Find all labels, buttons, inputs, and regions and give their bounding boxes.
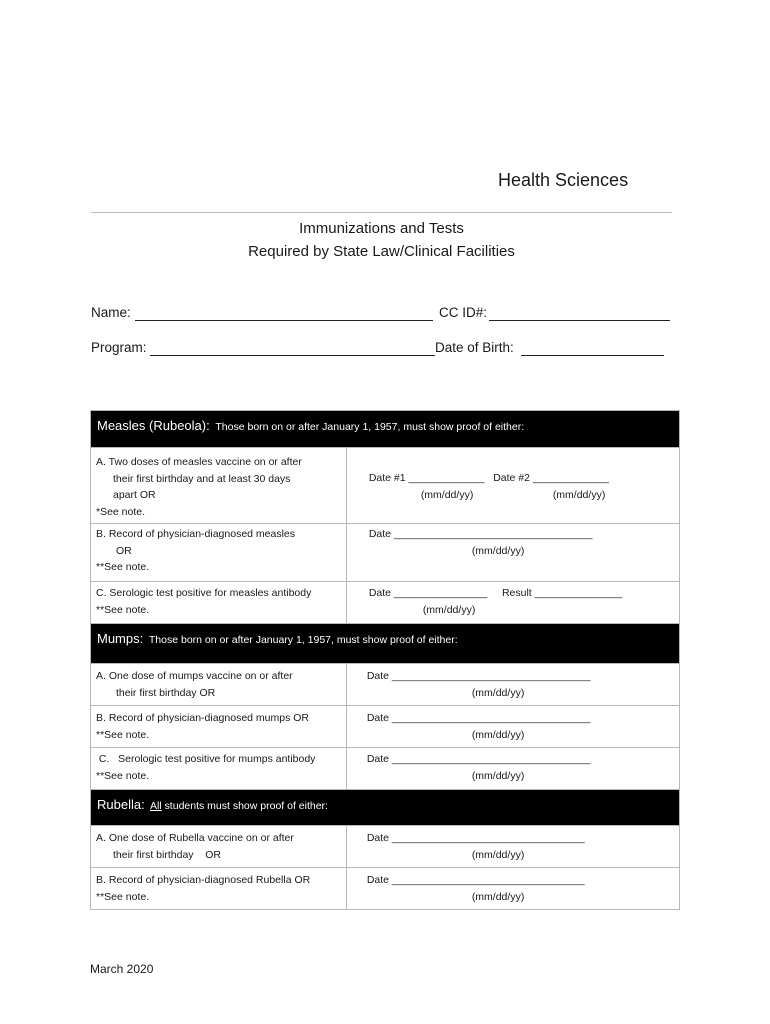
rubella-subtitle: students must show proof of either: [161, 800, 328, 812]
footer-date: March 2020 [90, 962, 154, 976]
name-label: Name: [91, 305, 131, 320]
measles-b-note: **See note. [96, 561, 150, 573]
measles-a-line: A. Two doses of measles vaccine on or after [96, 456, 302, 468]
rubella-b-line: B. Record of physician-diagnosed Rubella OR [96, 874, 311, 886]
rubella-b-format: (mm/dd/yy) [471, 890, 525, 903]
measles-c-date-field[interactable]: Date ________________ [368, 587, 488, 599]
rubella-subtitle-all: All [149, 800, 162, 812]
mumps-c-note: **See note. [96, 769, 150, 782]
measles-a-note: *See note. [96, 505, 146, 518]
form-title-line1: Immunizations and Tests [299, 220, 464, 237]
rubella-a-format: (mm/dd/yy) [471, 848, 525, 861]
measles-title: Measles (Rubeola): [97, 418, 210, 433]
rubella-row-a [91, 826, 680, 868]
mumps-b-line: B. Record of physician-diagnosed mumps OR [96, 712, 310, 724]
mumps-header [91, 624, 680, 664]
measles-a-line: their first birthday and at least 30 days [113, 472, 291, 485]
rubella-row-b [91, 868, 680, 910]
mumps-b-date-field[interactable]: Date __________________________________ [366, 712, 591, 724]
header-rule [91, 212, 672, 213]
rubella-b-date-field[interactable]: Date _________________________________ [366, 874, 585, 886]
mumps-subtitle: Those born on or after January 1, 1957, must show proof of either: [148, 634, 458, 646]
measles-subtitle: Those born on or after January 1, 1957, must show proof of either: [215, 421, 525, 433]
measles-b-line: B. Record of physician-diagnosed measles [96, 528, 296, 540]
rubella-header [91, 790, 680, 826]
department-title: Health Sciences [498, 170, 629, 190]
rubella-a-line: their first birthday OR [113, 848, 221, 861]
measles-c-format: (mm/dd/yy) [422, 603, 476, 616]
rubella-a-line: A. One dose of Rubella vaccine on or after [96, 832, 294, 844]
ccid-field[interactable] [489, 320, 670, 321]
ccid-label: CC ID#: [439, 305, 488, 320]
rubella-a-date-field[interactable]: Date _________________________________ [366, 832, 585, 844]
mumps-a-date-field[interactable]: Date __________________________________ [366, 670, 591, 682]
mumps-title: Mumps: [97, 631, 144, 646]
measles-date2-format: (mm/dd/yy) [552, 488, 606, 501]
name-field[interactable] [135, 320, 433, 321]
program-field[interactable] [150, 355, 435, 356]
measles-date2-field[interactable]: Date #2 _____________ [493, 472, 609, 484]
form-title-line2: Required by State Law/Clinical Facilities [248, 243, 515, 260]
measles-date1-format: (mm/dd/yy) [420, 488, 474, 501]
mumps-a-line: A. One dose of mumps vaccine on or after [96, 670, 293, 682]
measles-c-result-field[interactable]: Result _______________ [501, 587, 623, 599]
mumps-b-format: (mm/dd/yy) [471, 728, 525, 741]
mumps-row-a [91, 664, 680, 706]
mumps-c-line: C. Serologic test positive for mumps antibody [96, 753, 316, 765]
mumps-c-format: (mm/dd/yy) [471, 769, 525, 782]
mumps-a-line: their first birthday OR [116, 686, 216, 699]
measles-b-format: (mm/dd/yy) [471, 544, 525, 557]
measles-c-note: **See note. [96, 603, 150, 616]
mumps-row-b [91, 706, 680, 748]
mumps-c-date-field[interactable]: Date __________________________________ [366, 753, 591, 765]
program-label: Program: [91, 340, 147, 355]
measles-b-date-field[interactable]: Date __________________________________ [368, 528, 593, 540]
measles-header [91, 411, 680, 448]
measles-row-c [91, 582, 680, 624]
measles-b-or: OR [116, 544, 132, 557]
mumps-row-c [91, 748, 680, 790]
mumps-a-format: (mm/dd/yy) [471, 686, 525, 699]
dob-label: Date of Birth: [435, 340, 514, 355]
immunization-table [90, 410, 680, 910]
dob-field[interactable] [521, 355, 664, 356]
measles-row-b [91, 524, 680, 582]
measles-row-a [91, 448, 680, 524]
measles-date1-field[interactable]: Date #1 _____________ [368, 472, 485, 484]
mumps-b-note: **See note. [96, 728, 150, 741]
rubella-b-note: **See note. [96, 890, 150, 903]
measles-c-line: C. Serologic test positive for measles antibody [96, 587, 312, 599]
measles-a-line: apart OR [113, 489, 156, 501]
rubella-title: Rubella: [97, 797, 145, 812]
